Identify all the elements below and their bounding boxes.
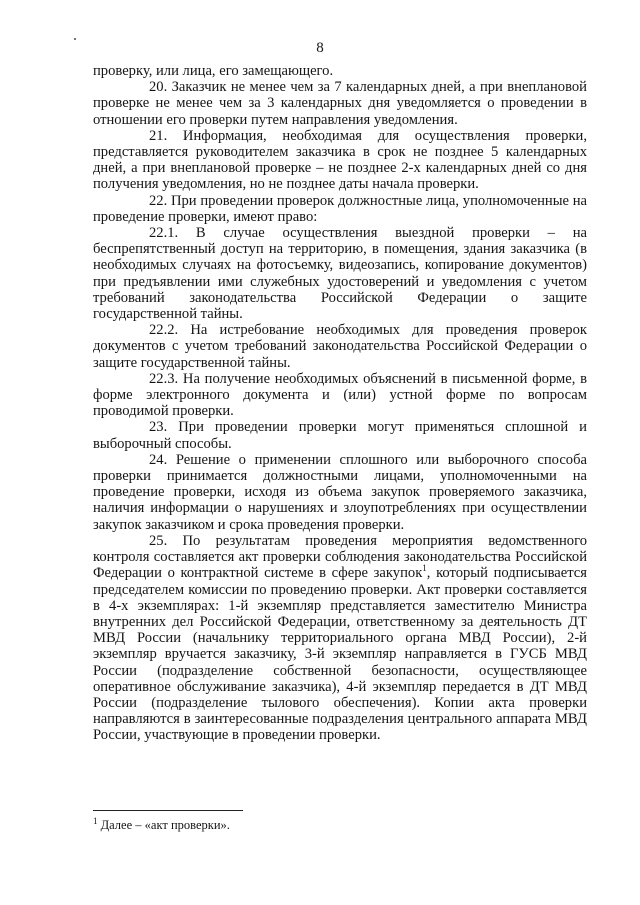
paragraph-25-text-after: , который подписывается председателем комиссии по проведению проверки. Акт проверки составляется в 4-х экземплярах: 1-й экземпляр представляется заместителю Министра внутренних дел Российской Федерации, ответственному за деятельность ДТ МВД России (начальнику территориального органа МВД России), 2-й экземпляр вручается заказчику, 3-й экземпляр направляется в ГУСБ МВД России (подразделение собственной безопасности, осуществляющее оперативное обслуживание заказчика), 4-й экземпляр передается в ДТ МВД России (подразделение тылового обеспечения). Копии акта проверки направляются в заинтересованные подразделения центрального аппарата МВД России, участвующие в проведении проверки. bbox=[93, 565, 587, 744]
paragraph-continuation: проверку, или лица, его замещающего. bbox=[93, 63, 334, 79]
paragraph-22: 22. При проведении проверок должностные лица, уполномоченные на проведение проверки, имеют право: bbox=[93, 192, 587, 225]
document-body bbox=[93, 63, 587, 744]
page-number: 8 bbox=[316, 40, 324, 56]
paragraph-22-1: 22.1. В случае осуществления выездной проверки – на беспрепятственный доступ на территорию, в помещения, здания заказчика (в необходимых случаях на фотосъемку, видеозапись, копирование документов) при предъявлении ими служебных удостоверений и уведомления с учетом требований законодательства Российской Федерации о защите государственной тайны. bbox=[93, 225, 587, 323]
footnote-divider bbox=[93, 810, 243, 811]
paragraph-22-2: 22.2. На истребование необходимых для проведения проверок документов с учетом требований законодательства Российской Федерации о защите государственной тайны. bbox=[93, 322, 587, 371]
paragraph-21: 21. Информация, необходимая для осуществления проверки, представляется руководителем заказчика в срок не позднее 5 календарных дней, а при внеплановой проверке – не позднее 2-х календарных дней со дня получения уведомления, но не позднее даты начала проверки. bbox=[93, 127, 587, 193]
footnote-mark: 1 bbox=[93, 815, 98, 826]
paragraph-24: 24. Решение о применении сплошного или выборочного способа проверки принимается должностными лицами, уполномоченными на проведение проверки, исходя из объема закупок проверяемого заказчика, наличия информации о нарушениях и злоупотреблениях при осуществлении закупок заказчиком и срока проведения проверки. bbox=[93, 451, 587, 533]
paragraph-22-3: 22.3. На получение необходимых объяснений в письменной форме, в форме электронного документа и (или) устной форме по вопросам проводимой проверки. bbox=[93, 370, 587, 420]
paragraph-25 bbox=[93, 533, 587, 744]
footnote bbox=[93, 815, 230, 833]
paragraph-23: 23. При проведении проверки могут применяться сплошной и выборочный способы. bbox=[93, 419, 587, 452]
footnote-text: Далее – «акт проверки». bbox=[97, 818, 230, 832]
paragraph-25-text: 25. По результатам проведения мероприятия ведомственного контроля составляется акт проверки соблюдения законодательства Российской Федерации о контрактной системе в сфере закупок bbox=[93, 532, 587, 582]
footnote-reference: 1 bbox=[422, 563, 427, 574]
paragraph-20: 20. Заказчик не менее чем за 7 календарных дней, а при внеплановой проверке не менее чем за 3 календарных дня уведомляется о проведении в отношении его проверки путем направления уведомления. bbox=[93, 79, 587, 128]
